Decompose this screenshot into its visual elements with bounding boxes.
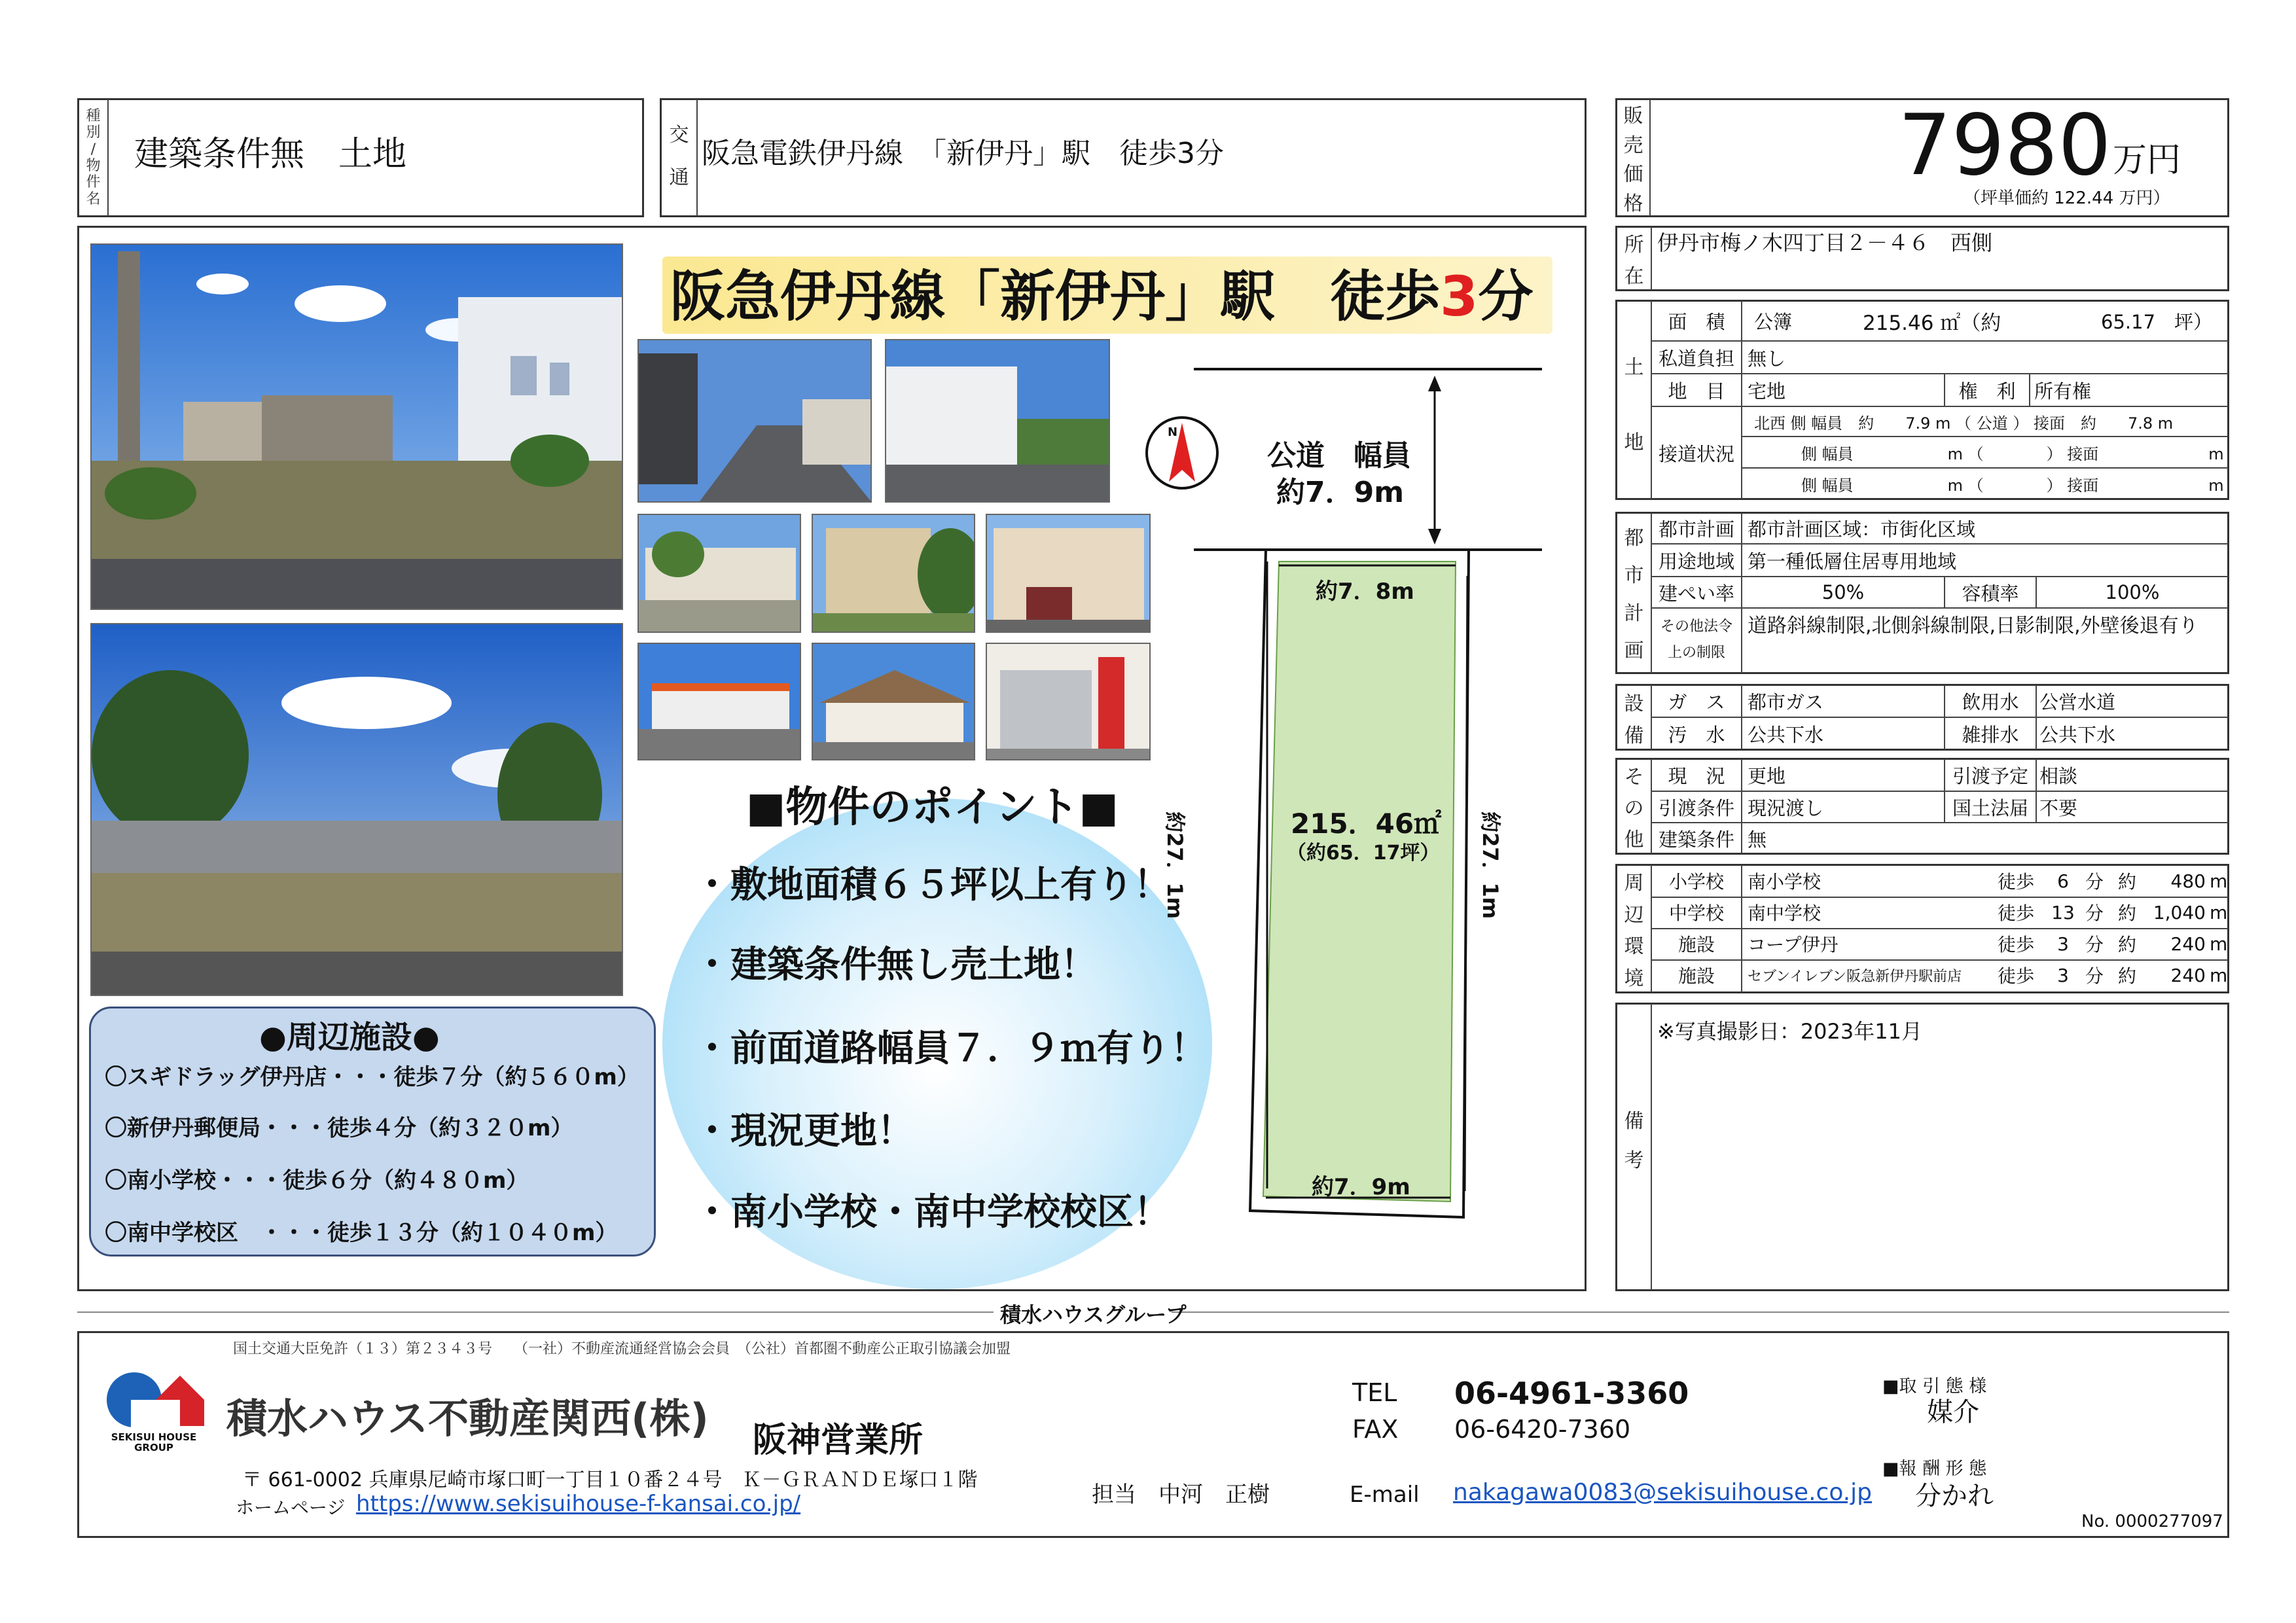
lot-photo-2 — [90, 623, 623, 996]
label-char: 名 — [86, 190, 101, 207]
env-unit: 分 — [2085, 934, 2104, 955]
label-char: の — [1624, 797, 1644, 820]
remarks-label — [1617, 1099, 1651, 1178]
deal-type-label: ■取 引 態 様 — [1882, 1376, 1987, 1397]
road-access-row-3: 側 幅員 m （ ） 接面 m — [1754, 476, 2224, 495]
email-label: E-mail — [1350, 1482, 1420, 1508]
label-char: 備 — [1624, 724, 1644, 747]
env-walk: 徒歩 — [1998, 871, 2035, 893]
misc-drain-label: 雑排水 — [1962, 723, 2019, 746]
land-area-type: 公簿 — [1754, 310, 1793, 333]
other-law-label-2: 上の制限 — [1667, 645, 1725, 661]
label-char: 画 — [1624, 639, 1644, 663]
label-char: 種 — [86, 108, 101, 125]
facility-4: 〇南中学校区 ・・・徒歩１３分（約１０４０m） — [105, 1220, 618, 1246]
city-plan-value: 都市計画区域：市街化区域 — [1748, 518, 1976, 541]
private-road-value: 無し — [1748, 347, 1786, 370]
road-width-label: 公道 幅員 — [1267, 439, 1411, 473]
street-photo-2 — [885, 339, 1110, 503]
road-access-row-2: 側 幅員 m （ ） 接面 m — [1754, 444, 2224, 463]
private-road-label: 私道負担 — [1658, 347, 1734, 370]
label-char: 辺 — [1624, 903, 1644, 927]
label-char: 物 — [86, 158, 101, 174]
headline-text-a: 阪急伊丹線「新伊丹」駅 徒歩 — [670, 264, 1441, 329]
sewage-value: 公共下水 — [1748, 723, 1824, 746]
gas-value: 都市ガス — [1748, 690, 1824, 713]
headline — [670, 260, 1533, 332]
water-value: 公営水道 — [2039, 690, 2116, 713]
remarks-value: ※写真撮影日：2023年11月 — [1657, 1019, 1922, 1044]
land-area-tsubo: 65.17 坪） — [2101, 310, 2213, 333]
gas-label: ガ ス — [1668, 690, 1725, 713]
street-photo-1 — [637, 339, 872, 503]
headline-text-b: 分 — [1478, 264, 1534, 329]
transport-label — [662, 111, 696, 196]
label-char: 格 — [1623, 192, 1643, 215]
land-law-label: 国土法届 — [1952, 796, 2028, 819]
point-2: ・建築条件無し売土地！ — [694, 944, 1097, 986]
label-char: 考 — [1624, 1149, 1644, 1172]
env-walk: 徒歩 — [1998, 965, 2035, 987]
env-walk: 徒歩 — [1998, 902, 2035, 924]
school-photo — [637, 514, 801, 633]
bcr-label: 建ぺい率 — [1658, 582, 1734, 605]
label-char: 所 — [1624, 234, 1644, 257]
env-m: m — [2210, 901, 2228, 923]
label-char: 売 — [1623, 134, 1643, 157]
handover-value: 相談 — [2039, 764, 2078, 787]
other-law-value: 道路斜線制限,北側斜線制限,日影制限,外壁後退有り — [1748, 615, 2198, 637]
homepage-link[interactable]: https://www.sekisuihouse-f-kansai.co.jp/ — [356, 1491, 801, 1517]
type-label — [79, 99, 107, 216]
lot-area: 215．46㎡ — [1291, 808, 1442, 840]
label-char: 境 — [1624, 967, 1644, 990]
logo-text-2: GROUP — [134, 1442, 173, 1454]
label-char: 販 — [1623, 105, 1643, 128]
far-value: 100% — [2105, 581, 2160, 603]
env-dist: 240 — [2170, 933, 2206, 955]
env-about: 約 — [2118, 871, 2137, 893]
land-area-value: 215.46 ㎡（約 — [1863, 311, 2001, 335]
label-char: 他 — [1624, 829, 1644, 851]
city-plan-label: 都市計画 — [1658, 518, 1734, 541]
label-char: 地 — [1624, 431, 1644, 454]
handover-cond-value: 現況渡し — [1748, 796, 1824, 819]
price-value: 7980 — [1898, 97, 2111, 194]
env-dist: 480 — [2170, 870, 2206, 892]
env-about: 約 — [2118, 965, 2137, 987]
road-access-label: 接道状況 — [1658, 442, 1734, 465]
env-about: 約 — [2118, 902, 2137, 924]
land-label — [1617, 327, 1651, 478]
road-access-row-1: 北西 側 幅員 約 7.9 m （ 公道 ） 接面 約 7.8 m — [1754, 414, 2174, 433]
point-3: ・前面道路幅員７．９ｍ有り！ — [694, 1027, 1207, 1070]
env-name: 南中学校 — [1748, 902, 1821, 924]
label-char: 計 — [1624, 601, 1644, 625]
env-dist: 240 — [2170, 964, 2206, 986]
coop-photo — [812, 643, 975, 760]
facility-2: 〇新伊丹郵便局・・・徒歩４分（約３２０m） — [105, 1115, 573, 1141]
document-number: No. 0000277097 — [2081, 1512, 2223, 1531]
road-width-value: 約7．9m — [1276, 476, 1405, 509]
env-unit: 分 — [2085, 871, 2104, 893]
label-char: 別 — [86, 124, 101, 141]
env-name: コープ伊丹 — [1748, 934, 1839, 955]
label-char: 都 — [1624, 526, 1644, 550]
other-law-label — [1652, 614, 1741, 666]
label-char: 通 — [669, 166, 689, 189]
env-m: m — [2210, 933, 2228, 955]
other-law-label-1: その他法令 — [1660, 618, 1732, 635]
equipment-label — [1617, 685, 1651, 749]
env-name: 南小学校 — [1748, 871, 1821, 893]
price-per-tsubo: （坪単価約 122.44 万円） — [1964, 188, 2170, 208]
point-1: ・敷地面積６５坪以上有り！ — [694, 864, 1170, 906]
lot-right-depth: 約27．1m — [1478, 812, 1503, 919]
land-category-label: 地 目 — [1668, 380, 1725, 402]
fax-label: FAX — [1352, 1415, 1399, 1444]
land-area-label: 面 積 — [1668, 310, 1725, 333]
env-type: 施設 — [1677, 934, 1715, 955]
price-unit: 万円 — [2113, 141, 2181, 180]
env-type: 中学校 — [1668, 902, 1724, 924]
use-zone-value: 第一種低層住居専用地域 — [1748, 550, 1957, 573]
tel-label: TEL — [1352, 1378, 1397, 1407]
lot-photo-1 — [90, 243, 623, 610]
deal-type-value: 媒介 — [1927, 1397, 1979, 1427]
post-office-photo — [986, 643, 1151, 760]
water-label: 飲用水 — [1962, 690, 2019, 713]
env-m: m — [2210, 964, 2228, 986]
handover-label: 引渡予定 — [1952, 764, 2028, 787]
homepage-label: ホームページ — [236, 1497, 346, 1518]
tel-value[interactable]: 06-4961-3360 — [1454, 1376, 1689, 1411]
sewage-label: 汚 水 — [1668, 723, 1725, 746]
label-char: 設 — [1624, 692, 1644, 715]
label-char: 土 — [1624, 355, 1644, 379]
env-dist: 1,040 — [2153, 901, 2206, 923]
lot-area-tsubo: （約65．17坪） — [1287, 842, 1440, 865]
price-label — [1617, 99, 1649, 216]
env-min: 3 — [2057, 933, 2069, 955]
convenience-store-photo — [637, 643, 801, 760]
facility-3: 〇南小学校・・・徒歩６分（約４８０m） — [105, 1168, 529, 1194]
label-char: そ — [1624, 766, 1644, 789]
other-label — [1617, 759, 1651, 853]
label-char: 件 — [86, 174, 101, 191]
fax-value: 06-6420-7360 — [1454, 1415, 1631, 1444]
label-char: / — [90, 141, 96, 158]
transport-value: 阪急電鉄伊丹線 「新伊丹」駅 徒歩3分 — [702, 137, 1224, 170]
facility-1: 〇スギドラッグ伊丹店・・・徒歩７分（約５６０m） — [105, 1064, 639, 1090]
build-cond-label: 建築条件 — [1658, 828, 1734, 851]
license-text: 国土交通大臣免許（１３）第２３４３号 （一社）不動産流通経営協会会員 （公社）首都圏不動産公正取引協議会加盟 — [233, 1341, 1011, 1357]
company-logo — [98, 1364, 209, 1454]
type-value: 建築条件無 土地 — [134, 134, 407, 174]
status-label: 現 況 — [1668, 764, 1725, 787]
lot-left-depth: 約27．1m — [1162, 812, 1187, 919]
headline-minutes: 3 — [1440, 264, 1479, 329]
land-category-value: 宅地 — [1748, 380, 1786, 402]
company-name: 積水ハウス不動産関西(株) — [226, 1395, 709, 1442]
label-char: 価 — [1623, 163, 1643, 187]
branch-name: 阪神営業所 — [753, 1421, 924, 1460]
status-value: 更地 — [1748, 764, 1786, 787]
env-type: 施設 — [1677, 965, 1715, 987]
env-m: m — [2210, 870, 2228, 892]
staff-name: 担当 中河 正樹 — [1092, 1482, 1270, 1508]
facilities-title: ●周辺施設● — [259, 1019, 440, 1056]
point-5: ・南小学校・南中学校校区！ — [694, 1191, 1170, 1234]
handover-cond-label: 引渡条件 — [1658, 796, 1734, 819]
use-zone-label: 用途地域 — [1658, 550, 1734, 573]
lot-top-width: 約7．8m — [1316, 579, 1414, 605]
env-unit: 分 — [2085, 902, 2104, 924]
lot-bottom-width: 約7．9m — [1312, 1174, 1410, 1200]
label-char: 周 — [1624, 872, 1644, 895]
label-char: 交 — [669, 123, 689, 147]
land-rights-label: 権 利 — [1958, 380, 2016, 402]
label-char: 環 — [1624, 935, 1644, 959]
env-min: 6 — [2057, 870, 2069, 892]
remarks-box — [1615, 1003, 2229, 1291]
env-unit: 分 — [2085, 965, 2104, 987]
misc-drain-value: 公共下水 — [2039, 723, 2116, 746]
company-address: 〒 661-0002 兵庫県尼崎市塚口町一丁目１０番２４号 Ｋ－ＧＲＡＮＤＥ塚口１階 — [242, 1469, 978, 1491]
env-about: 約 — [2118, 934, 2137, 955]
location-value: 伊丹市梅ノ木四丁目２－４６ 西側 — [1657, 230, 1993, 255]
condo-photo — [812, 514, 975, 633]
planning-label — [1617, 517, 1651, 668]
label-char: 在 — [1624, 265, 1644, 288]
land-rights-value: 所有権 — [2034, 380, 2092, 402]
env-min: 13 — [2051, 901, 2075, 923]
label-char: 市 — [1624, 564, 1644, 588]
env-type: 小学校 — [1668, 871, 1724, 893]
far-label: 容積率 — [1962, 582, 2019, 605]
environment-label — [1617, 865, 1651, 992]
fee-type-label: ■報 酬 形 態 — [1882, 1459, 1987, 1479]
env-name: セブンイレブン阪急新伊丹駅前店 — [1748, 968, 1962, 985]
land-law-value: 不要 — [2039, 796, 2078, 819]
bcr-value: 50% — [1821, 581, 1865, 603]
point-4: ・現況更地！ — [694, 1110, 914, 1152]
env-walk: 徒歩 — [1998, 934, 2035, 955]
group-label: 積水ハウスグループ — [1000, 1302, 1187, 1327]
build-cond-value: 無 — [1748, 828, 1767, 851]
shop-photo-1 — [986, 514, 1151, 633]
email-link[interactable]: nakagawa0083@sekisuihouse.co.jp — [1453, 1479, 1873, 1506]
points-title: ■物件のポイント■ — [746, 783, 1119, 832]
fee-type-value: 分かれ — [1915, 1481, 1994, 1511]
north-mark: N — [1168, 425, 1178, 439]
location-label — [1617, 227, 1651, 290]
logo-text-1: SEKISUI HOUSE — [111, 1431, 197, 1443]
label-char: 備 — [1624, 1110, 1644, 1133]
env-min: 3 — [2057, 964, 2069, 986]
